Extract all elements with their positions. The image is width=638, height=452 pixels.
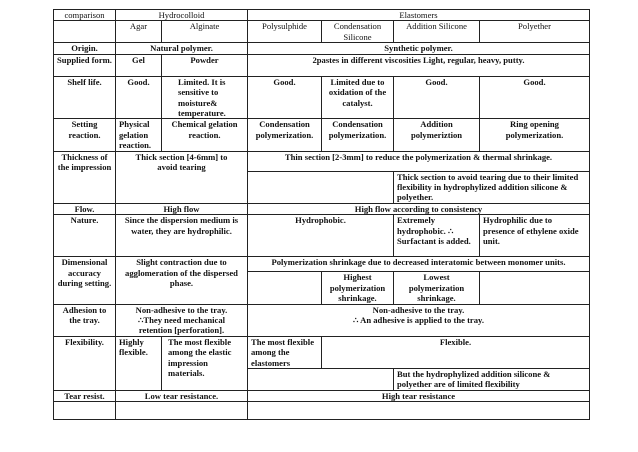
flexibility-addition-polyether: But the hydrophylized addition silicone & polyether are of limited flexibility: [394, 368, 590, 390]
dimensional-hydrocolloid: Slight contraction due to agglomeration of the dispersed phase.: [116, 257, 248, 304]
empty-cell: [248, 402, 590, 420]
flexibility-alginate: The most flexible among the elastic impression materials.: [162, 336, 248, 390]
thickness-addition-polyether: Thick section to avoid tearing due to their limited flexibility in hydrophylized addition silicone & polyether.: [394, 171, 590, 203]
flow-elastomers: High flow according to consistency: [248, 203, 590, 214]
row-label-origin: Origin.: [54, 43, 116, 54]
thickness-elastomers: Thin section [2-3mm] to reduce the polymerization & thermal shrinkage.: [248, 151, 590, 171]
dimensional-condensation-silicone: Highest polymerization shrinkage.: [322, 272, 394, 304]
shelf-life-addition-silicone: Good.: [394, 76, 480, 119]
header-agar: Agar: [116, 21, 162, 43]
header-alginate: Alginate: [162, 21, 248, 43]
setting-reaction-addition-silicone: Addition polymeriztion: [394, 119, 480, 151]
row-label-shelf-life: Shelf life.: [54, 76, 116, 119]
nature-polyether: Hydrophilic due to presence of ethylene oxide unit.: [480, 215, 590, 257]
empty-cell: [54, 402, 116, 420]
flow-hydrocolloid: High flow: [116, 203, 248, 214]
setting-reaction-agar: Physical gelation reaction.: [116, 119, 162, 151]
header-condensation-silicone: Condensation Silicone: [322, 21, 394, 43]
header-comparison: comparison: [54, 10, 116, 21]
origin-hydrocolloid: Natural polymer.: [116, 43, 248, 54]
dimensional-addition-silicone: Lowest polymerization shrinkage.: [394, 272, 480, 304]
shelf-life-alginate: Limited. It is sensitive to moisture& temperature.: [162, 76, 248, 119]
adhesion-elastomers: [248, 304, 590, 336]
dimensional-elastomers: Polymerization shrinkage due to decreased interatomic between monomer units.: [248, 257, 590, 272]
tear-elastomers: High tear resistance: [248, 390, 590, 401]
nature-addition-silicone: Extremely hydrophobic. ∴ Surfactant is added.: [394, 215, 480, 257]
thickness-hydrocolloid: Thick section [4-6mm] to avoid tearing: [116, 151, 248, 203]
header-hydrocolloid: Hydrocolloid: [116, 10, 248, 21]
nature-poly-condensation: Hydrophobic.: [248, 215, 394, 257]
row-label-thickness: Thickness of the impression: [54, 151, 116, 203]
shelf-life-agar: Good.: [116, 76, 162, 119]
header-addition-silicone: Addition Silicone: [394, 21, 480, 43]
origin-elastomers: Synthetic polymer.: [248, 43, 590, 54]
header-blank: [54, 21, 116, 43]
row-label-flow: Flow.: [54, 203, 116, 214]
shelf-life-polyether: Good.: [480, 76, 590, 119]
row-label-setting-reaction: Setting reaction.: [54, 119, 116, 151]
row-label-adhesion: Adhesion to the tray.: [54, 304, 116, 336]
thickness-poly-condensation-blank: [248, 171, 394, 203]
comparison-table: [53, 9, 590, 420]
row-label-flexibility: Flexibility.: [54, 336, 116, 390]
shelf-life-polysulphide: Good.: [248, 76, 322, 119]
adhesion-elastomers-line-1: Non-adhesive to the tray.: [372, 304, 465, 315]
dimensional-polyether-blank: [480, 272, 590, 304]
flexibility-agar: Highly flexible.: [116, 336, 162, 390]
flexibility-poly-condensation-blank: [248, 368, 394, 390]
shelf-life-condensation-silicone: Limited due to oxidation of the catalyst.: [322, 76, 394, 119]
supplied-elastomers: 2pastes in different viscosities Light, regular, heavy, putty.: [248, 54, 590, 76]
adhesion-elastomers-line-2: ∴ An adhesive is applied to the tray.: [352, 314, 485, 325]
supplied-agar: Gel: [116, 54, 162, 76]
dimensional-polysulphide-blank: [248, 272, 322, 304]
flexibility-others: Flexible.: [322, 336, 590, 368]
row-label-supplied: Supplied form.: [54, 54, 116, 76]
setting-reaction-condensation-silicone: Condensation polymerization.: [322, 119, 394, 151]
setting-reaction-polyether: Ring opening polymerization.: [480, 119, 590, 151]
setting-reaction-alginate: Chemical gelation reaction.: [162, 119, 248, 151]
row-label-tear: Tear resist.: [54, 390, 116, 401]
row-label-nature: Nature.: [54, 215, 116, 257]
adhesion-hydrocolloid: Non-adhesive to the tray. ∴They need mechanical retention [perforation].: [116, 304, 248, 336]
header-polyether: Polyether: [480, 21, 590, 43]
header-polysulphide: Polysulphide: [248, 21, 322, 43]
tear-hydrocolloid: Low tear resistance.: [116, 390, 248, 401]
supplied-alginate: Powder: [162, 54, 248, 76]
empty-cell: [116, 402, 248, 420]
setting-reaction-polysulphide: Condensation polymerization.: [248, 119, 322, 151]
header-elastomers: Elastomers: [248, 10, 590, 21]
row-label-dimensional: Dimensional accuracy during setting.: [54, 257, 116, 304]
nature-hydrocolloid: Since the dispersion medium is water, they are hydrophilic.: [116, 215, 248, 257]
flexibility-polysulphide: The most flexible among the elastomers: [248, 336, 322, 368]
